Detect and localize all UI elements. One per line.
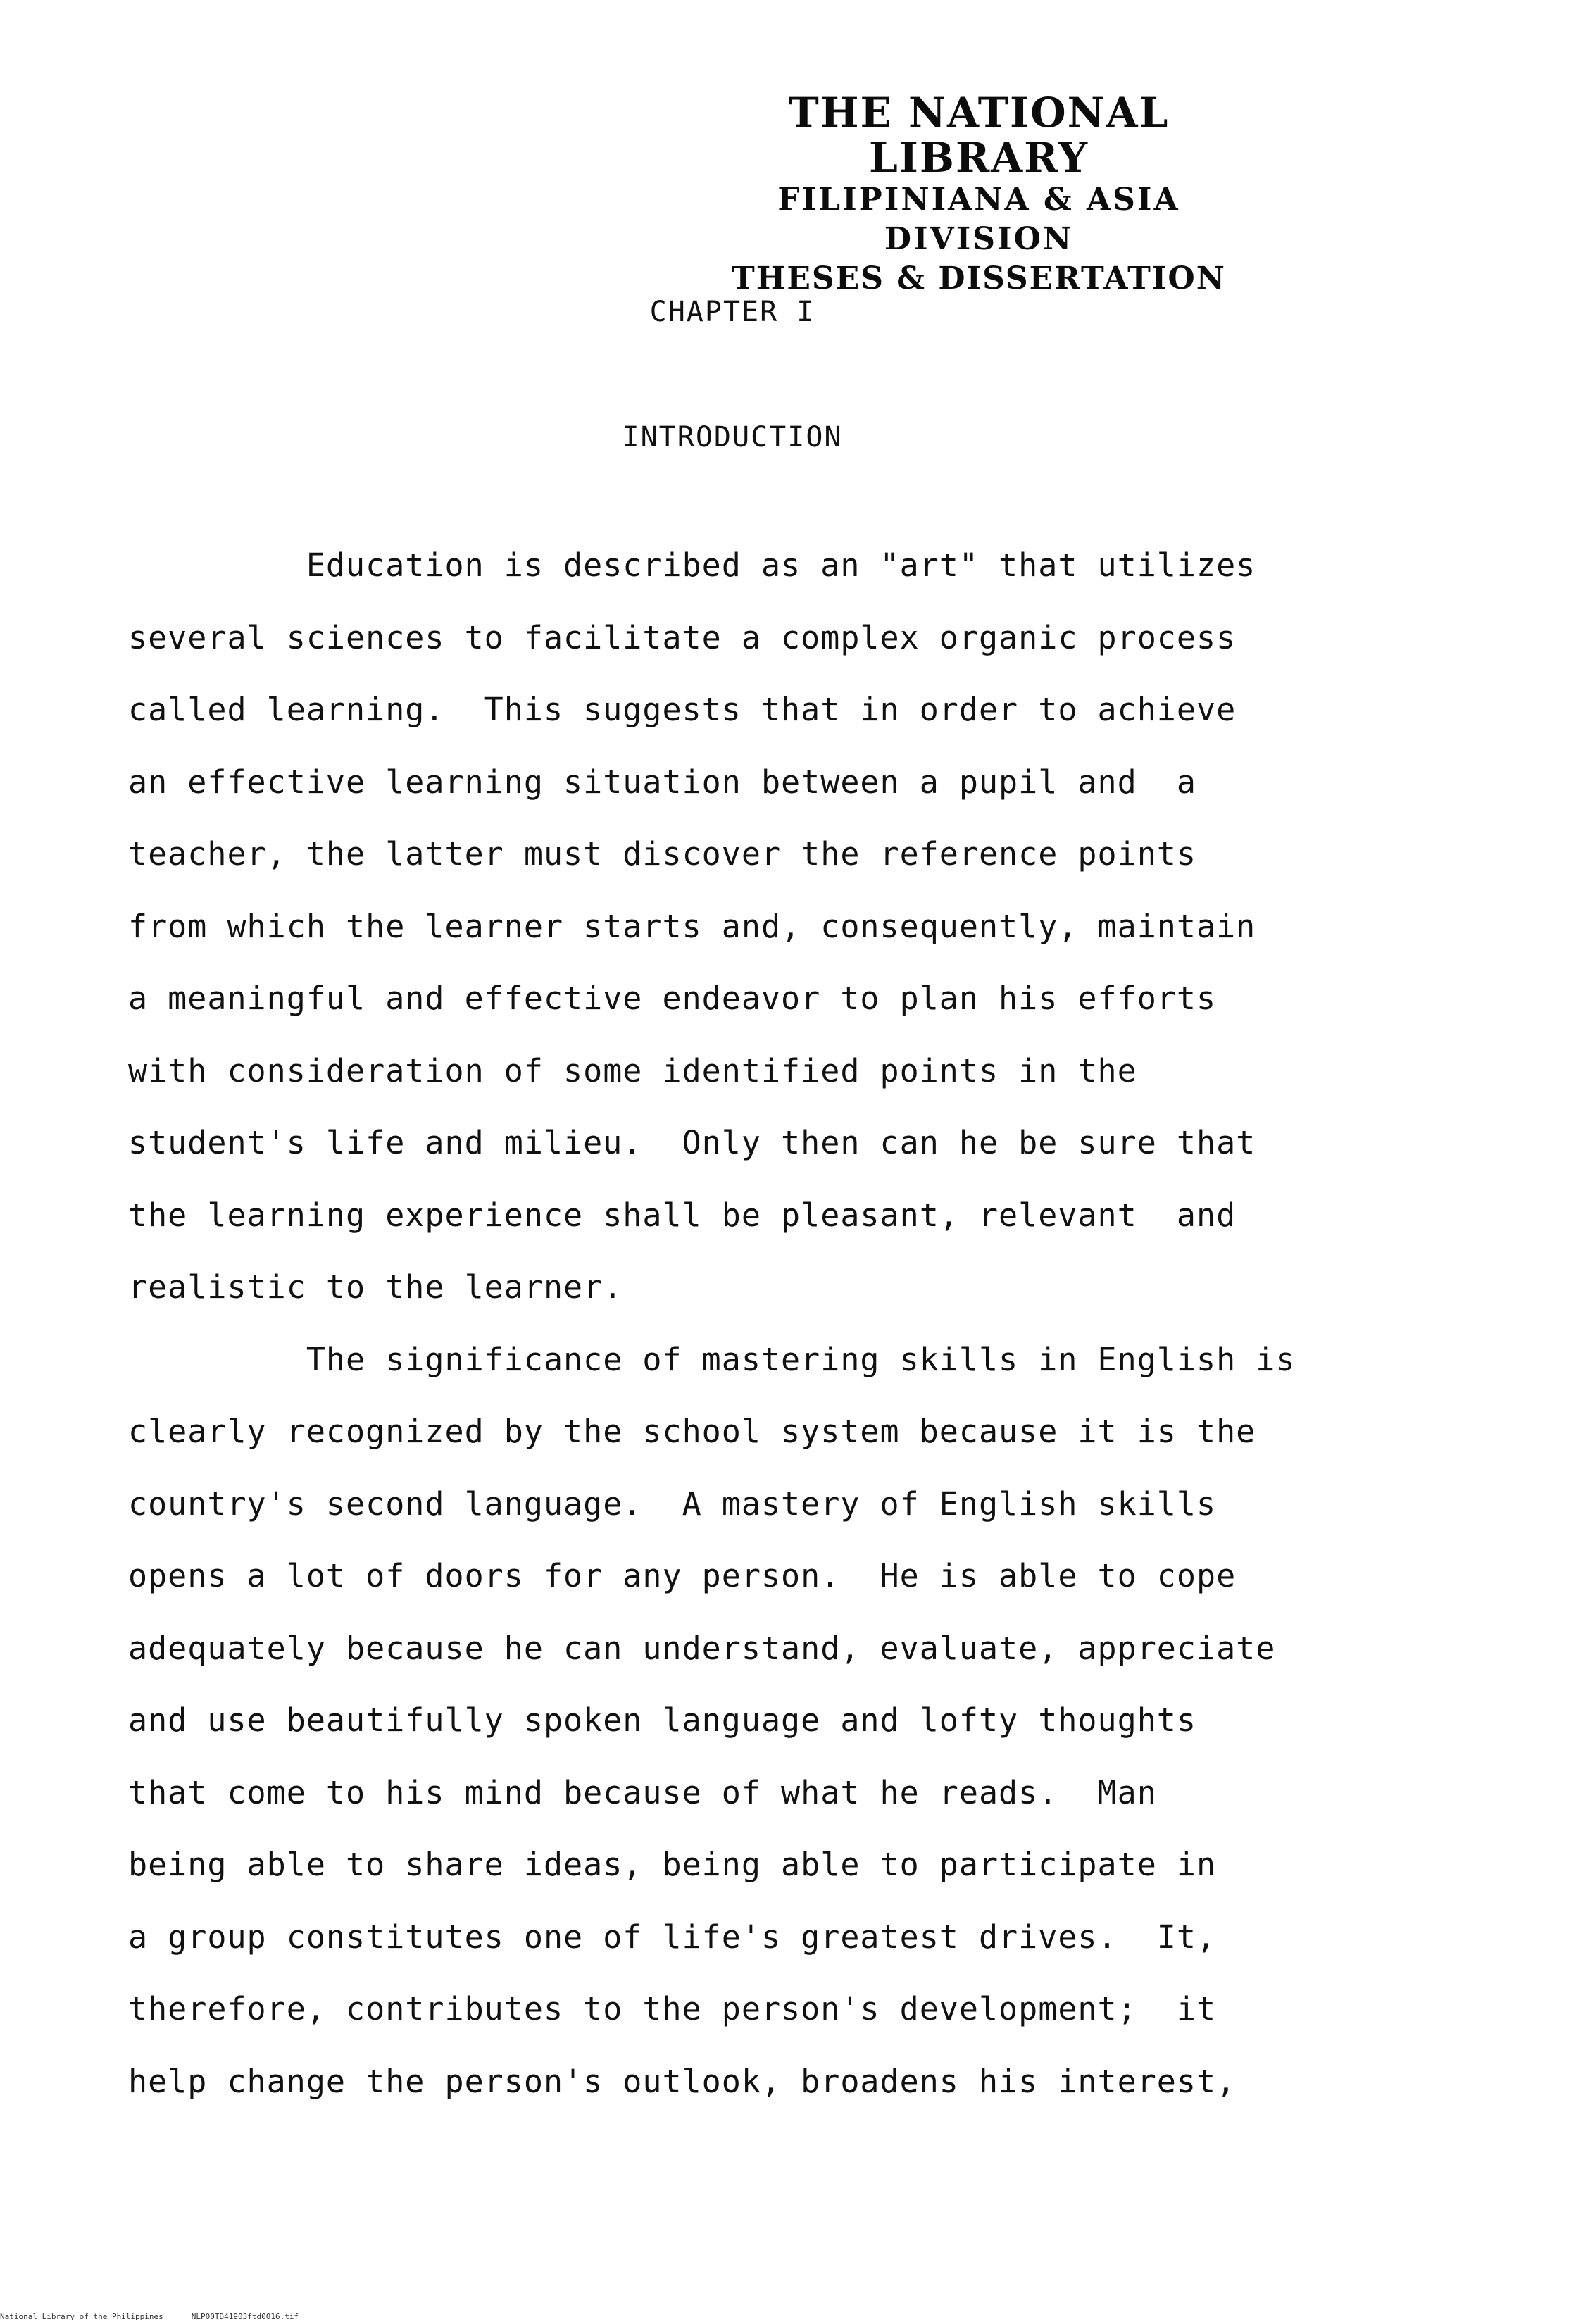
text-line: that come to his mind because of what he reads. Man [128, 1773, 1157, 1811]
text-line: Education is described as an "art" that utilizes [128, 546, 1256, 584]
text-line: realistic to the learner. [128, 1268, 623, 1306]
text-line: country's second language. A mastery of English skills [128, 1485, 1217, 1523]
text-line: with consideration of some identified points in the [128, 1051, 1137, 1089]
scan-footer [0, 2312, 299, 2321]
text-line: an effective learning situation between a pupil and a [128, 763, 1196, 801]
library-stamp [704, 90, 1253, 299]
text-line: several sciences to facilitate a complex organic process [128, 618, 1237, 656]
section-heading: INTRODUCTION [622, 421, 843, 454]
stamp-line-collection: THESES & DISSERTATION [732, 261, 1226, 296]
text-line: from which the learner starts and, consequently, maintain [128, 907, 1256, 945]
text-line: student's life and milieu. Only then can he be sure that [128, 1124, 1256, 1161]
text-line: teacher, the latter must discover the reference points [128, 835, 1196, 873]
text-line: the learning experience shall be pleasant, relevant and [128, 1196, 1237, 1234]
footer-source: National Library of the Philippines [0, 2312, 163, 2321]
text-line: a meaningful and effective endeavor to plan his efforts [128, 980, 1217, 1017]
text-line: called learning. This suggests that in order to achieve [128, 691, 1237, 728]
text-line: opens a lot of doors for any person. He is able to cope [128, 1557, 1237, 1594]
chapter-title: CHAPTER I [649, 296, 815, 328]
text-line: help change the person's outlook, broadens his interest, [128, 2062, 1237, 2100]
text-line: and use beautifully spoken language and lofty thoughts [128, 1701, 1196, 1739]
text-line: clearly recognized by the school system because it is the [128, 1413, 1256, 1450]
footer-filename: NLP00TD41903ftd0016.tif [191, 2312, 299, 2321]
stamp-line-division: FILIPINIANA & ASIA DIVISION [777, 182, 1180, 257]
stamp-line-library: THE NATIONAL LIBRARY [788, 89, 1170, 182]
text-line: being able to share ideas, being able to participate in [128, 1846, 1217, 1883]
text-line: adequately because he can understand, evaluate, appreciate [128, 1629, 1276, 1667]
body-text [128, 530, 1466, 2118]
text-line: a group constitutes one of life's greatest drives. It, [128, 1918, 1217, 1956]
text-line: therefore, contributes to the person's development; it [128, 1990, 1217, 2028]
text-line: The significance of mastering skills in English is [128, 1340, 1296, 1378]
